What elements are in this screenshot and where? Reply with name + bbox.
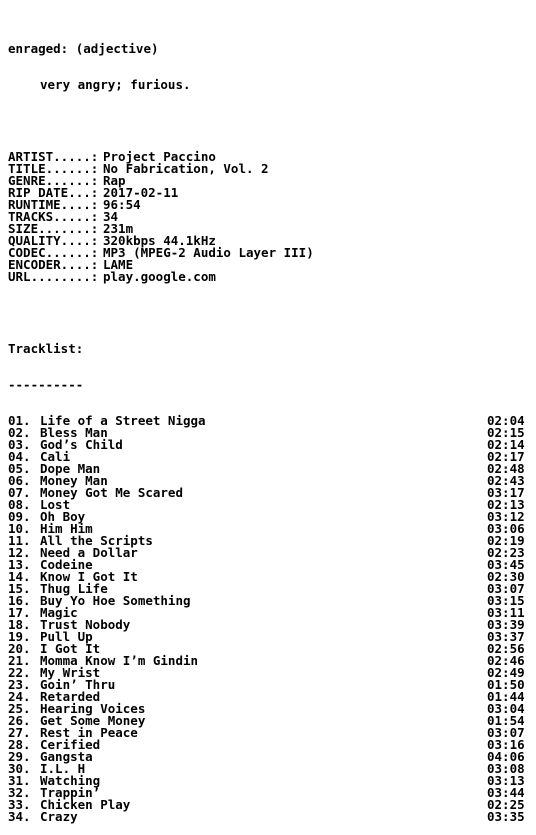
track-duration: 02:04 (487, 413, 525, 428)
track-row (8, 739, 528, 751)
track-title: Momma Know I’m Gindin (40, 653, 199, 668)
track-duration: 02:46 (487, 653, 525, 668)
track-title: Chicken Play (40, 797, 131, 812)
track-number: 29. (8, 749, 31, 764)
track-title: Cali (40, 449, 71, 464)
info-value: 320kbps 44.1kHz (103, 233, 216, 248)
track-row (8, 787, 528, 799)
info-value: Rap (103, 173, 126, 188)
track-number: 32. (8, 785, 31, 800)
track-row (8, 691, 528, 703)
track-title: Crazy (40, 809, 78, 824)
track-number: 23. (8, 677, 31, 692)
release-info (8, 151, 536, 283)
track-number: 11. (8, 533, 31, 548)
track-duration: 02:15 (487, 425, 525, 440)
track-title: Codeine (40, 557, 93, 572)
info-value: 231m (103, 221, 134, 236)
track-duration: 03:08 (487, 761, 525, 776)
track-duration: 03:17 (487, 485, 525, 500)
track-title: Thug Life (40, 581, 108, 596)
info-value: 2017-02-11 (103, 185, 179, 200)
info-key: RIP DATE...: (8, 185, 99, 200)
track-duration: 03:44 (487, 785, 525, 800)
track-number: 31. (8, 773, 31, 788)
track-duration: 03:39 (487, 617, 525, 632)
definition-meaning: very angry; furious. (40, 77, 191, 92)
track-duration: 03:07 (487, 725, 525, 740)
track-row (8, 751, 528, 763)
track-duration: 02:14 (487, 437, 525, 452)
info-value: No Fabrication, Vol. 2 (103, 161, 269, 176)
track-number: 30. (8, 761, 31, 776)
track-row (8, 703, 528, 715)
track-title: Dope Man (40, 461, 101, 476)
info-key: ARTIST.....: (8, 149, 99, 164)
track-number: 20. (8, 641, 31, 656)
track-row (8, 487, 528, 499)
track-number: 12. (8, 545, 31, 560)
track-row (8, 595, 528, 607)
track-number: 19. (8, 629, 31, 644)
track-title: Trust Nobody (40, 617, 131, 632)
track-number: 16. (8, 593, 31, 608)
track-title: Pull Up (40, 629, 93, 644)
track-duration: 02:30 (487, 569, 525, 584)
track-title: Gangsta (40, 749, 93, 764)
track-number: 22. (8, 665, 31, 680)
track-duration: 03:16 (487, 737, 525, 752)
track-title: Know I Got It (40, 569, 138, 584)
track-duration: 01:44 (487, 689, 525, 704)
spacer (8, 307, 536, 319)
track-number: 10. (8, 521, 31, 536)
spacer (8, 115, 536, 127)
track-title: I.L. H (40, 761, 86, 776)
info-value: 34 (103, 209, 119, 224)
track-row (8, 799, 528, 811)
track-title: Cerified (40, 737, 101, 752)
track-duration: 02:43 (487, 473, 525, 488)
track-number: 05. (8, 461, 31, 476)
track-duration: 02:19 (487, 533, 525, 548)
info-key: GENRE......: (8, 173, 99, 188)
track-title: Buy Yo Hoe Something (40, 593, 191, 608)
track-number: 34. (8, 809, 31, 824)
track-title: My Wrist (40, 665, 101, 680)
track-duration: 03:07 (487, 581, 525, 596)
track-number: 14. (8, 569, 31, 584)
track-number: 03. (8, 437, 31, 452)
track-row (8, 499, 528, 511)
track-duration: 03:04 (487, 701, 525, 716)
tracklist-heading: Tracklist: (8, 341, 84, 356)
track-number: 06. (8, 473, 31, 488)
track-duration: 03:45 (487, 557, 525, 572)
track-title: Magic (40, 605, 78, 620)
track-title: Money Man (40, 473, 108, 488)
track-title: Hearing Voices (40, 701, 146, 716)
track-duration: 01:54 (487, 713, 525, 728)
track-duration: 01:50 (487, 677, 525, 692)
track-row (8, 727, 528, 739)
track-duration: 03:35 (487, 809, 525, 824)
track-duration: 02:17 (487, 449, 525, 464)
track-duration: 02:13 (487, 497, 525, 512)
info-key: CODEC......: (8, 245, 99, 260)
info-key: ENCODER....: (8, 257, 99, 272)
track-number: 09. (8, 509, 31, 524)
tracklist-rule: ---------- (8, 377, 84, 392)
track-title: Retarded (40, 689, 101, 704)
info-key: RUNTIME....: (8, 197, 99, 212)
track-duration: 02:25 (487, 797, 525, 812)
track-number: 25. (8, 701, 31, 716)
track-number: 18. (8, 617, 31, 632)
tracklist (8, 415, 536, 823)
track-number: 33. (8, 797, 31, 812)
track-number: 04. (8, 449, 31, 464)
track-number: 02. (8, 425, 31, 440)
track-row (8, 439, 528, 451)
track-duration: 03:12 (487, 509, 525, 524)
info-key: TITLE......: (8, 161, 99, 176)
track-row (8, 679, 528, 691)
track-title: Life of a Street Nigga (40, 413, 206, 428)
track-title: Get Some Money (40, 713, 146, 728)
track-number: 27. (8, 725, 31, 740)
track-title: God’s Child (40, 437, 123, 452)
track-row (8, 775, 528, 787)
track-duration: 02:23 (487, 545, 525, 560)
track-title: Goin’ Thru (40, 677, 116, 692)
track-row (8, 811, 528, 823)
definition-term: enraged: (adjective) (8, 41, 159, 56)
track-row (8, 763, 528, 775)
track-title: Trappin’ (40, 785, 101, 800)
track-duration: 02:49 (487, 665, 525, 680)
track-title: Watching (40, 773, 101, 788)
info-value: Project Paccino (103, 149, 216, 164)
track-number: 28. (8, 737, 31, 752)
info-value: 96:54 (103, 197, 141, 212)
track-duration: 02:56 (487, 641, 525, 656)
track-title: Money Got Me Scared (40, 485, 183, 500)
info-key: TRACKS.....: (8, 209, 99, 224)
track-number: 13. (8, 557, 31, 572)
info-key: URL........: (8, 269, 99, 284)
track-row (8, 715, 528, 727)
track-number: 21. (8, 653, 31, 668)
track-number: 26. (8, 713, 31, 728)
track-number: 08. (8, 497, 31, 512)
info-key: SIZE.......: (8, 221, 99, 236)
track-duration: 03:06 (487, 521, 525, 536)
track-title: Oh Boy (40, 509, 86, 524)
track-number: 01. (8, 413, 31, 428)
track-number: 15. (8, 581, 31, 596)
info-key: QUALITY....: (8, 233, 99, 248)
track-number: 17. (8, 605, 31, 620)
track-duration: 04:06 (487, 749, 525, 764)
track-duration: 03:11 (487, 605, 525, 620)
track-duration: 03:13 (487, 773, 525, 788)
track-title: Rest in Peace (40, 725, 138, 740)
track-title: Lost (40, 497, 71, 512)
track-title: All the Scripts (40, 533, 153, 548)
track-row (8, 667, 528, 679)
track-duration: 02:48 (487, 461, 525, 476)
track-number: 07. (8, 485, 31, 500)
track-row (8, 655, 528, 667)
info-value: play.google.com (103, 269, 216, 284)
info-row (8, 271, 536, 283)
track-duration: 03:15 (487, 593, 525, 608)
track-title: I Got It (40, 641, 101, 656)
track-duration: 03:37 (487, 629, 525, 644)
track-title: Bless Man (40, 425, 108, 440)
track-title: Need a Dollar (40, 545, 138, 560)
track-title: Him Him (40, 521, 93, 536)
info-value: LAME (103, 257, 134, 272)
track-number: 24. (8, 689, 31, 704)
info-value: MP3 (MPEG-2 Audio Layer III) (103, 245, 314, 260)
